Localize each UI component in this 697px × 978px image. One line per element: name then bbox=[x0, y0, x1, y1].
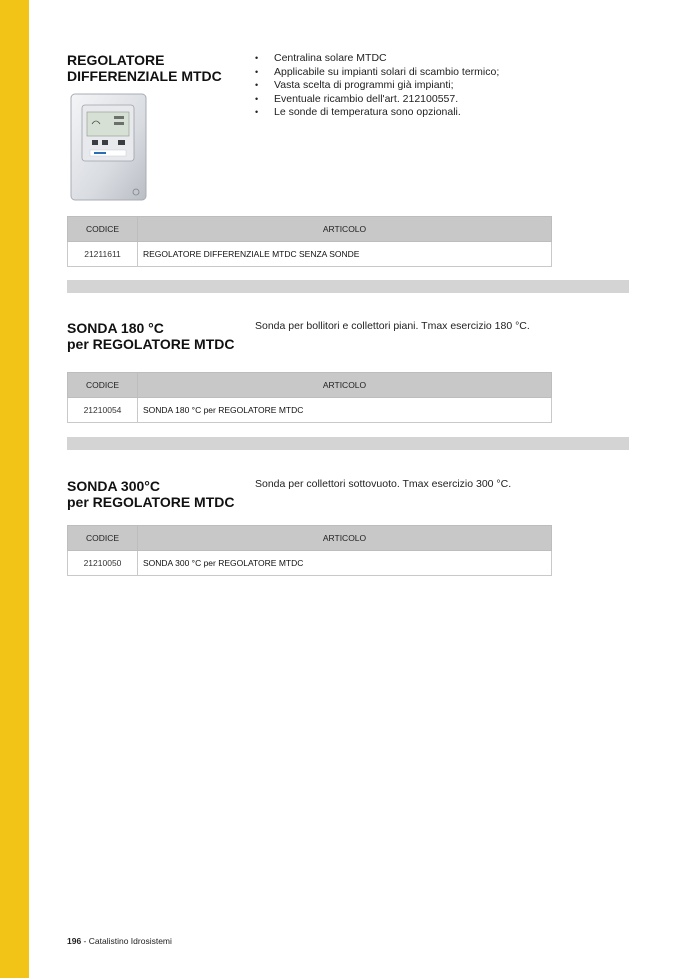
title-line-2: per REGOLATORE MTDC bbox=[67, 494, 235, 510]
section-description: Sonda per collettori sottovuoto. Tmax esercizio 300 °C. bbox=[255, 478, 512, 490]
yellow-side-bar bbox=[0, 0, 29, 978]
section-divider bbox=[67, 437, 629, 450]
feature-item: • Vasta scelta di programmi già impianti; bbox=[255, 79, 615, 93]
column-header-articolo: ARTICOLO bbox=[138, 373, 552, 398]
column-header-codice: CODICE bbox=[68, 217, 138, 242]
feature-item: • Applicabile su impianti solari di scambio termico; bbox=[255, 66, 615, 80]
catalog-name: Catalistino Idrosistemi bbox=[88, 936, 172, 946]
feature-item: • Eventuale ricambio dell'art. 212100557. bbox=[255, 93, 615, 107]
controller-product-image bbox=[70, 92, 148, 202]
cell-articolo: SONDA 180 °C per REGOLATORE MTDC bbox=[138, 398, 552, 423]
cell-codice: 21211611 bbox=[68, 242, 138, 267]
product-table bbox=[67, 372, 552, 423]
footer-separator: - bbox=[81, 936, 89, 946]
table-row bbox=[68, 551, 552, 576]
cell-articolo: REGOLATORE DIFFERENZIALE MTDC SENZA SONDE bbox=[138, 242, 552, 267]
title-line-1: SONDA 180 °C bbox=[67, 320, 164, 336]
table-header-row bbox=[68, 217, 552, 242]
feature-item: • Centralina solare MTDC bbox=[255, 52, 615, 66]
title-line-2: DIFFERENZIALE MTDC bbox=[67, 68, 222, 84]
column-header-codice: CODICE bbox=[68, 373, 138, 398]
page-footer bbox=[67, 936, 172, 946]
page-number: 196 bbox=[67, 936, 82, 946]
section-title bbox=[67, 478, 247, 510]
table-row bbox=[68, 398, 552, 423]
table-header-row bbox=[68, 373, 552, 398]
section-title bbox=[67, 320, 247, 352]
section-title bbox=[67, 52, 247, 84]
product-table bbox=[67, 216, 552, 267]
table-row bbox=[68, 242, 552, 267]
section-sonda-180 bbox=[67, 320, 629, 420]
product-table bbox=[67, 525, 552, 576]
cell-codice: 21210050 bbox=[68, 551, 138, 576]
column-header-articolo: ARTICOLO bbox=[138, 217, 552, 242]
cell-codice: 21210054 bbox=[68, 398, 138, 423]
table-header-row bbox=[68, 526, 552, 551]
column-header-codice: CODICE bbox=[68, 526, 138, 551]
feature-list bbox=[255, 52, 615, 120]
title-line-2: per REGOLATORE MTDC bbox=[67, 336, 235, 352]
section-regolatore bbox=[67, 52, 629, 264]
cell-articolo: SONDA 300 °C per REGOLATORE MTDC bbox=[138, 551, 552, 576]
section-sonda-300 bbox=[67, 478, 629, 578]
feature-item: • Le sonde di temperatura sono opzionali. bbox=[255, 106, 615, 120]
title-line-1: REGOLATORE bbox=[67, 52, 165, 68]
column-header-articolo: ARTICOLO bbox=[138, 526, 552, 551]
section-description: Sonda per bollitori e collettori piani. Tmax esercizio 180 °C. bbox=[255, 320, 530, 332]
title-line-1: SONDA 300°C bbox=[67, 478, 160, 494]
section-divider bbox=[67, 280, 629, 293]
